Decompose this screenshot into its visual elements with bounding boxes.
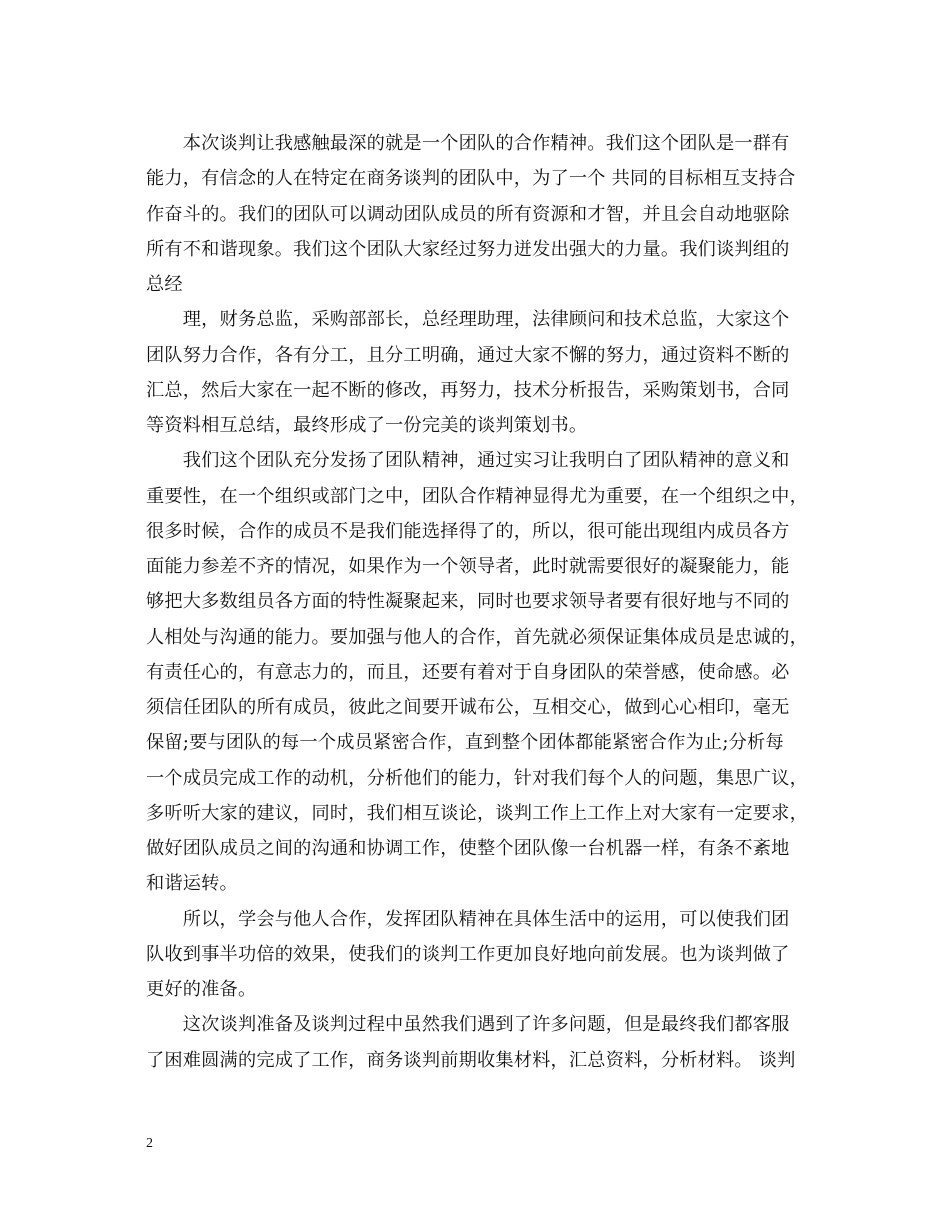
text-line: 这次谈判准备及谈判过程中虽然我们遇到了许多问题，但是最终我们都客服 (146, 1014, 790, 1035)
text-line: 汇总，然后大家在一起不断的修改，再努力，技术分析报告，采购策划书，合同 (146, 380, 790, 401)
text-line: 队收到事半功倍的效果，使我们的谈判工作更加良好地向前发展。也为谈判做了 (146, 944, 790, 965)
text-line: 有责任心的，有意志力的，而且，还要有着对于自身团队的荣誉感，使命感。必 (146, 662, 790, 683)
text-line: 所以，学会与他人合作，发挥团队精神在具体生活中的运用，可以使我们团 (146, 909, 790, 930)
text-line: 保留;要与团队的每一个成员紧密合作，直到整个团体都能紧密合作为止;分析每 (146, 732, 784, 753)
text-line: 本次谈判让我感触最深的就是一个团队的合作精神。我们这个团队是一群有 (146, 133, 790, 154)
page-number: 2 (146, 1136, 153, 1151)
text-line: 总经 (146, 274, 183, 295)
text-line: 很多时候，合作的成员不是我们能选择得了的，所以，很可能出现组内成员各方 (146, 521, 790, 542)
text-line: 作奋斗的。我们的团队可以调动团队成员的所有资源和才智，并且会自动地驱除 (146, 204, 790, 225)
text-line: 了困难圆满的完成了工作，商务谈判前期收集材料，汇总资料，分析材料。 谈判 (146, 1050, 796, 1071)
text-line: 我们这个团队充分发扬了团队精神，通过实习让我明白了团队精神的意义和 (146, 450, 790, 471)
text-line: 更好的准备。 (146, 979, 257, 1000)
text-line: 能力，有信念的人在特定在商务谈判的团队中，为了一个 共同的目标相互支持合 (146, 168, 796, 189)
text-line: 理，财务总监，采购部部长，总经理助理，法律顾问和技术总监，大家这个 (146, 309, 790, 330)
text-line: 做好团队成员之间的沟通和协调工作，使整个团队像一台机器一样，有条不紊地 (146, 838, 790, 859)
text-line: 等资料相互总结，最终形成了一份完美的谈判策划书。 (146, 415, 588, 436)
text-line: 面能力参差不齐的情况，如果作为一个领导者，此时就需要很好的凝聚能力，能 (146, 556, 790, 577)
text-line: 一个成员完成工作的动机，分析他们的能力，针对我们每个人的问题，集思广议， (146, 768, 808, 789)
text-line: 够把大多数组员各方面的特性凝聚起来，同时也要求领导者要有很好地与不同的 (146, 591, 790, 612)
text-line: 多听听大家的建议，同时，我们相互谈论，谈判工作上工作上对大家有一定要求， (146, 803, 808, 824)
text-line: 和谐运转。 (146, 873, 238, 894)
text-line: 须信任团队的所有成员，彼此之间要开诚布公，互相交心，做到心心相印，毫无 (146, 697, 790, 718)
text-line: 团队努力合作，各有分工，且分工明确，通过大家不懈的努力，通过资料不断的 (146, 345, 790, 366)
text-line: 人相处与沟通的能力。要加强与他人的合作，首先就必须保证集体成员是忠诚的， (146, 627, 808, 648)
text-line: 所有不和谐现象。我们这个团队大家经过努力迸发出强大的力量。我们谈判组的 (146, 239, 790, 260)
text-line: 重要性，在一个组织或部门之中，团队合作精神显得尤为重要，在一个组织之中， (146, 486, 808, 507)
